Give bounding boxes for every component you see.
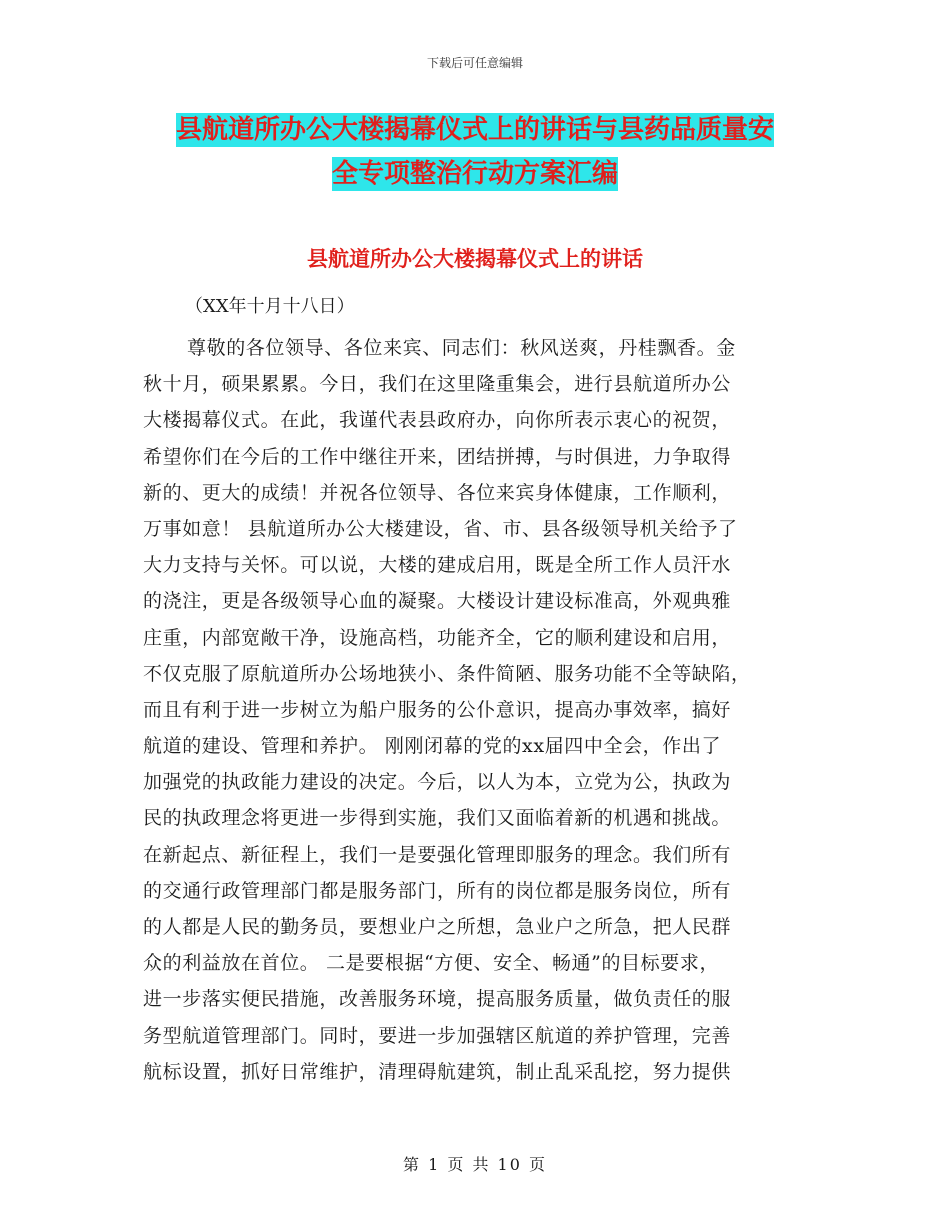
body-line: 的交通行政管理部门都是服务部门，所有的岗位都是服务岗位，所有 — [143, 879, 732, 902]
body-line: 进一步落实便民措施，改善服务环境，提高服务质量，做负责任的服 — [143, 988, 732, 1011]
body-line: 尊敬的各位领导、各位来宾、同志们：秋风送爽，丹桂飘香。金 — [187, 337, 736, 359]
body-line: 的浇注，更是各级领导心血的凝聚。大楼设计建设标准高，外观典雅 — [143, 590, 732, 613]
document-title-line-2: 全专项整治行动方案汇编 — [331, 159, 618, 189]
document-title-line-1: 县航道所办公大楼揭幕仪式上的讲话与县药品质量安 — [175, 115, 774, 145]
speech-body — [143, 330, 805, 1090]
body-line: 不仅克服了原航道所办公场地狭小、条件简陋、服务功能不全等缺陷， — [143, 662, 751, 685]
body-line: 航道的建设、管理和养护。 刚刚闭幕的党的xx届四中全会，作出了 — [143, 735, 722, 758]
speech-date: （XX年十月十八日） — [185, 296, 355, 317]
body-line: 加强党的执政能力建设的决定。今后，以人为本，立党为公，执政为 — [143, 771, 732, 794]
speech-title: 县航道所办公大楼揭幕仪式上的讲话 — [307, 246, 643, 271]
body-line: 希望你们在今后的工作中继往开来，团结拼搏，与时俱进，力争取得 — [143, 445, 732, 468]
body-line: 而且有利于进一步树立为船户服务的公仆意识，提高办事效率，搞好 — [143, 698, 732, 721]
body-line: 的人都是人民的勤务员，要想业户之所想，急业户之所急，把人民群 — [143, 916, 732, 938]
body-line: 大楼揭幕仪式。在此，我谨代表县政府办，向你所表示衷心的祝贺， — [143, 409, 732, 432]
body-line: 万事如意！ 县航道所办公大楼建设，省、市、县各级领导机关给予了 — [143, 517, 738, 540]
body-line: 大力支持与关怀。可以说，大楼的建成启用，既是全所工作人员汗水 — [143, 554, 732, 577]
body-line: 众的利益放在首位。 二是要根据“方便、安全、畅通”的目标要求， — [143, 952, 720, 975]
header-note: 下载后可任意编辑 — [426, 56, 523, 70]
body-line: 务型航道管理部门。同时，要进一步加强辖区航道的养护管理，完善 — [143, 1024, 732, 1047]
page-number-footer: 第 1 页 共 10 页 — [403, 1155, 547, 1174]
body-line: 民的执政理念将更进一步得到实施，我们又面临着新的机遇和挑战。 — [143, 807, 732, 830]
document-title — [140, 108, 810, 196]
body-line: 在新起点、新征程上，我们一是要强化管理即服务的理念。我们所有 — [143, 843, 732, 866]
body-line: 新的、更大的成绩！并祝各位领导、各位来宾身体健康，工作顺利， — [143, 481, 732, 504]
body-line: 航标设置，抓好日常维护，清理碍航建筑，制止乱采乱挖，努力提供 — [143, 1060, 732, 1083]
body-line: 秋十月，硕果累累。今日，我们在这里隆重集会，进行县航道所办公 — [143, 373, 732, 396]
body-line: 庄重，内部宽敞干净，设施高档，功能齐全，它的顺利建设和启用， — [143, 626, 732, 649]
